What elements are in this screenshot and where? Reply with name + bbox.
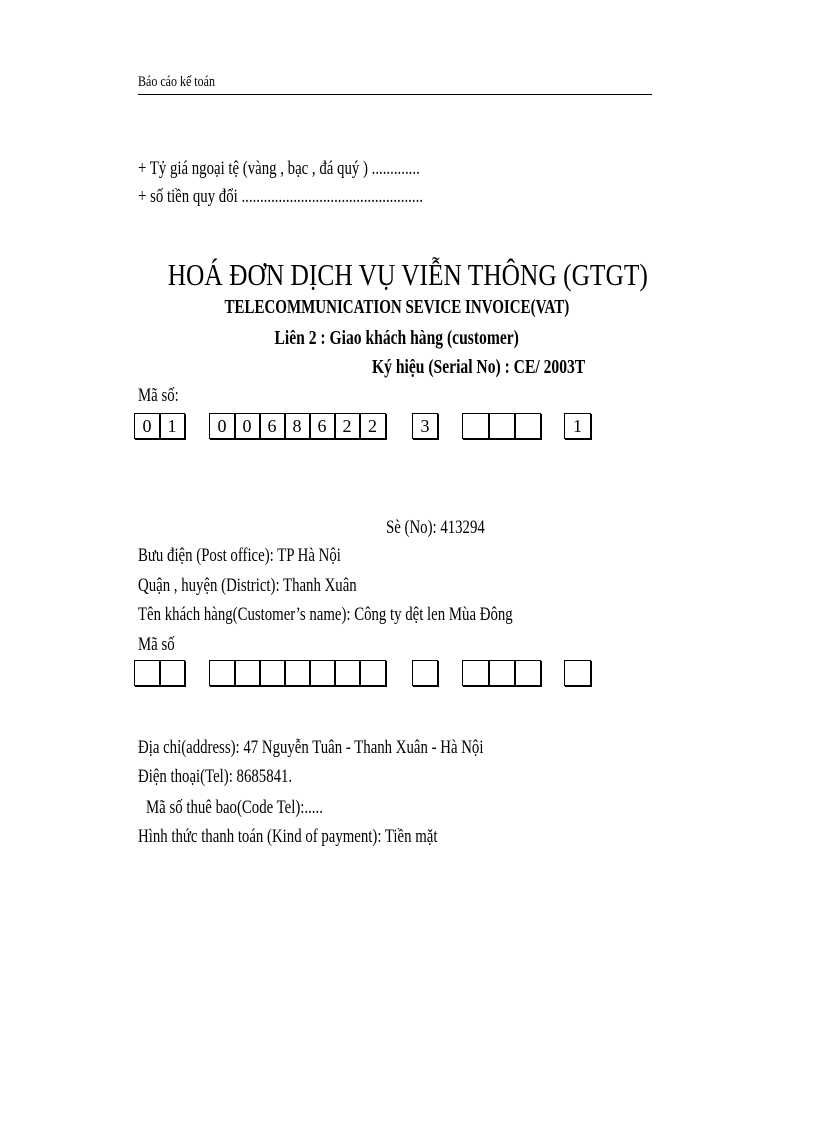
tax-digit-box (234, 660, 260, 686)
tax-digit-box: 1 (564, 413, 591, 439)
tax-digit-box (259, 660, 285, 686)
tax-digit-box (209, 660, 235, 686)
invoice-title: HOÁ ĐƠN DỊCH VỤ VIỄN THÔNG (GTGT) (167, 257, 649, 292)
invoice-copy-label: Liên 2 : Giao khách hàng (customer) (274, 327, 520, 349)
tax-digit-box: 8 (284, 413, 310, 439)
tax-digit-box (309, 660, 335, 686)
header-divider (138, 94, 652, 95)
tax-digit-box (284, 660, 310, 686)
tax-digit-box: 1 (159, 413, 185, 439)
tax-digit-box: 3 (412, 413, 438, 439)
tax-digit-box: 6 (309, 413, 335, 439)
document-header: Báo cáo kế toán (138, 74, 215, 90)
post-office-line: Bưu điện (Post office): TP Hà Nội (138, 545, 341, 566)
tax-digit-box: 2 (334, 413, 360, 439)
tax-digit-box (488, 413, 515, 439)
tax-digit-box (564, 660, 591, 686)
customer-tax-code-label: Mã số (138, 634, 175, 655)
tax-digit-box: 0 (134, 413, 160, 439)
payment-method-line: Hình thức thanh toán (Kind of payment): Tiền mặt (138, 826, 438, 847)
subscriber-code-line: Mã số thuê bao(Code Tel):..... (146, 797, 323, 818)
phone-line: Điện thoại(Tel): 8685841. (138, 766, 293, 787)
seller-tax-code-label: Mã số: (138, 385, 179, 406)
invoice-subtitle: TELECOMMUNICATION SEVICE INVOICE(VAT) (224, 296, 570, 318)
tax-digit-box (159, 660, 185, 686)
invoice-serial: Ký hiệu (Serial No) : CE/ 2003T (372, 356, 586, 378)
invoice-number: Sè (No): 413294 (386, 517, 485, 538)
tax-digit-box (412, 660, 438, 686)
tax-digit-box (359, 660, 386, 686)
tax-digit-box (514, 660, 541, 686)
tax-digit-box: 2 (359, 413, 386, 439)
converted-amount-line: + số tiền quy đổi ................................................. (138, 186, 424, 207)
exchange-rate-line: + Tỷ giá ngoại tệ (vàng , bạc , đá quý ) ............. (138, 158, 420, 179)
tax-digit-box: 0 (234, 413, 260, 439)
tax-digit-box: 0 (209, 413, 235, 439)
tax-digit-box (488, 660, 515, 686)
address-line: Địa chỉ(address): 47 Nguyễn Tuân - Thanh Xuân - Hà Nội (138, 737, 484, 758)
customer-name-line: Tên khách hàng(Customer’s name): Công ty dệt len Mùa Đông (138, 604, 513, 625)
tax-digit-box (462, 660, 489, 686)
tax-digit-box (514, 413, 541, 439)
tax-digit-box: 6 (259, 413, 285, 439)
tax-digit-box (134, 660, 160, 686)
district-line: Quận , huyện (District): Thanh Xuân (138, 575, 357, 596)
tax-digit-box (462, 413, 489, 439)
tax-digit-box (334, 660, 360, 686)
